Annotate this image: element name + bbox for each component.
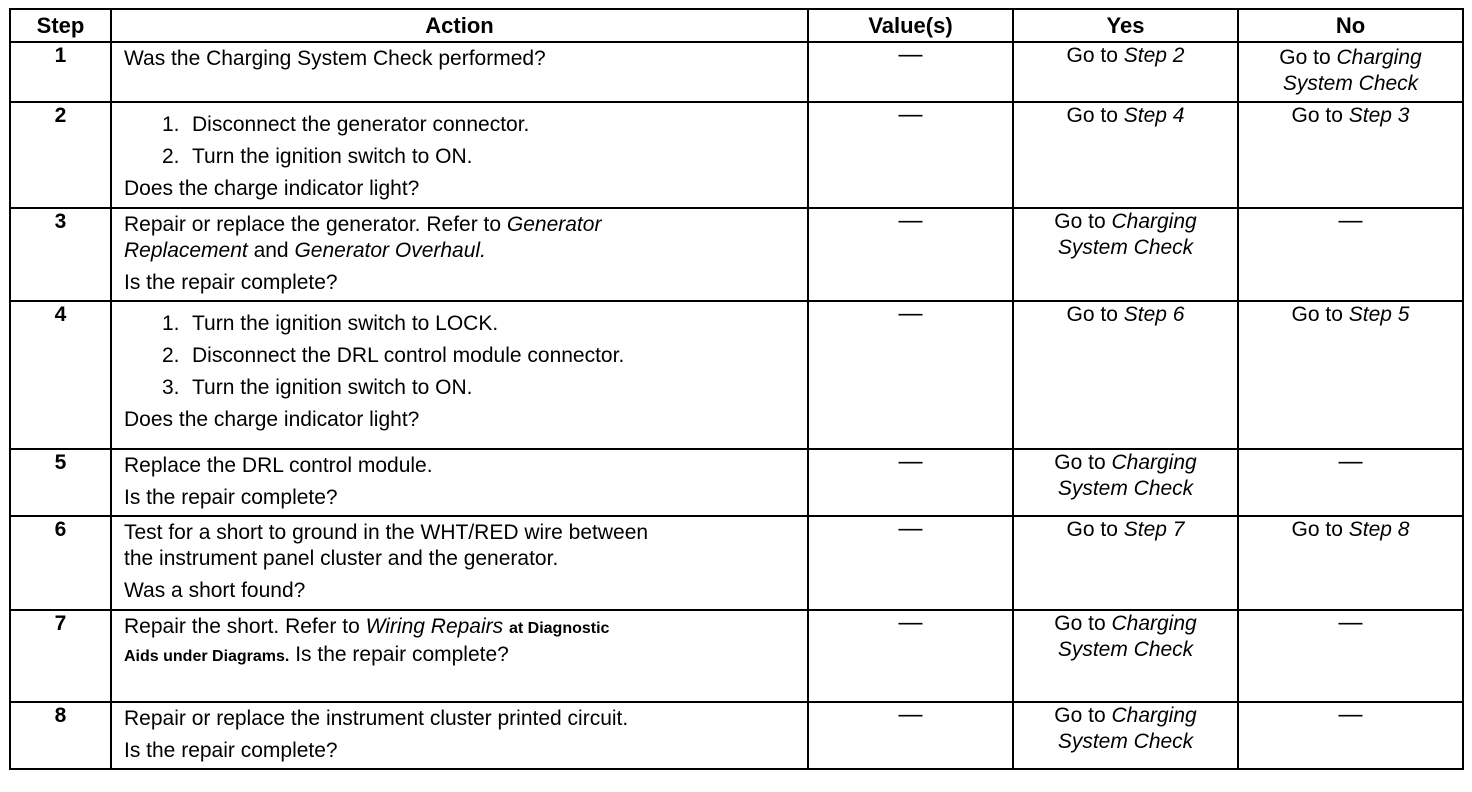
yes-goto[interactable]: Go to Step 6 <box>1066 303 1185 326</box>
no-cell <box>1238 301 1463 449</box>
step-number: 7 <box>10 610 111 702</box>
yes-goto[interactable]: Go to Step 7 <box>1066 518 1185 541</box>
no-goto-line2[interactable]: System Check <box>1282 72 1419 95</box>
value-dash: — <box>898 300 923 327</box>
no-cell <box>1238 610 1463 702</box>
action-cell <box>111 42 808 102</box>
value-dash: — <box>898 448 923 475</box>
action-question: Is the repair complete? <box>124 739 338 762</box>
header-step: Step <box>10 9 111 42</box>
step-number: 5 <box>10 449 111 516</box>
value-cell <box>808 449 1013 516</box>
no-dash: — <box>1338 701 1363 728</box>
action-text: Was the Charging System Check performed? <box>124 47 546 70</box>
action-question: Is the repair complete? <box>124 486 338 509</box>
action-text: Replacement and Generator Overhaul. <box>124 239 486 262</box>
no-cell <box>1238 516 1463 610</box>
action-question: Does the charge indicator light? <box>124 177 420 200</box>
value-cell <box>808 301 1013 449</box>
step-number: 3 <box>10 208 111 301</box>
value-dash: — <box>898 41 923 68</box>
action-text: the instrument panel cluster and the generator. <box>124 547 559 570</box>
table-row <box>10 516 1463 610</box>
yes-goto[interactable]: Go to Charging <box>1054 612 1197 635</box>
no-cell <box>1238 42 1463 102</box>
step-number: 6 <box>10 516 111 610</box>
action-question: Is the repair complete? <box>124 271 338 294</box>
table-row <box>10 42 1463 102</box>
action-cell <box>111 208 808 301</box>
yes-cell <box>1013 516 1238 610</box>
yes-goto[interactable]: Go to Charging <box>1054 210 1197 233</box>
no-goto[interactable]: Go to Step 3 <box>1291 104 1410 127</box>
table-row <box>10 702 1463 769</box>
value-cell <box>808 702 1013 769</box>
yes-cell <box>1013 702 1238 769</box>
value-dash: — <box>898 207 923 234</box>
value-cell <box>808 208 1013 301</box>
action-cell <box>111 610 808 702</box>
action-text: Repair or replace the instrument cluster printed circuit. <box>124 707 629 730</box>
header-no: No <box>1238 9 1463 42</box>
action-question: Was a short found? <box>124 579 306 602</box>
yes-cell <box>1013 610 1238 702</box>
value-dash: — <box>898 515 923 542</box>
yes-goto-line2[interactable]: System Check <box>1057 730 1194 753</box>
action-cell <box>111 102 808 208</box>
step-number: 8 <box>10 702 111 769</box>
value-cell <box>808 42 1013 102</box>
step-number: 1 <box>10 42 111 102</box>
step-number: 4 <box>10 301 111 449</box>
header-yes: Yes <box>1013 9 1238 42</box>
action-question: Does the charge indicator light? <box>124 408 420 431</box>
yes-cell <box>1013 208 1238 301</box>
action-cell <box>111 449 808 516</box>
value-dash: — <box>898 101 923 128</box>
action-item: 1. Disconnect the generator connector. <box>162 113 530 136</box>
action-item: 2. Disconnect the DRL control module connector. <box>162 344 625 367</box>
header-action: Action <box>111 9 808 42</box>
table-row <box>10 301 1463 449</box>
no-dash: — <box>1338 207 1363 234</box>
table-row <box>10 449 1463 516</box>
action-item: 1. Turn the ignition switch to LOCK. <box>162 312 499 335</box>
action-item: 3. Turn the ignition switch to ON. <box>162 376 473 399</box>
table-row <box>10 102 1463 208</box>
no-dash: — <box>1338 609 1363 636</box>
yes-cell <box>1013 102 1238 208</box>
yes-goto[interactable]: Go to Charging <box>1054 451 1197 474</box>
value-cell <box>808 516 1013 610</box>
value-dash: — <box>898 701 923 728</box>
step-number: 2 <box>10 102 111 208</box>
value-cell <box>808 610 1013 702</box>
no-goto[interactable]: Go to Step 5 <box>1291 303 1410 326</box>
action-cell <box>111 301 808 449</box>
action-text: Repair the short. Refer to Wiring Repairs at Diagnostic <box>124 615 610 638</box>
header-row <box>10 9 1463 42</box>
action-text: Repair or replace the generator. Refer to Generator <box>124 213 602 236</box>
yes-cell <box>1013 449 1238 516</box>
no-goto[interactable]: Go to Step 8 <box>1291 518 1410 541</box>
yes-goto-line2[interactable]: System Check <box>1057 477 1194 500</box>
diagnostic-table <box>9 8 1464 770</box>
table-row <box>10 610 1463 702</box>
action-text: Replace the DRL control module. <box>124 454 433 477</box>
header-values: Value(s) <box>808 9 1013 42</box>
no-cell <box>1238 449 1463 516</box>
yes-goto-line2[interactable]: System Check <box>1057 638 1194 661</box>
yes-cell <box>1013 301 1238 449</box>
action-item: 2. Turn the ignition switch to ON. <box>162 145 473 168</box>
action-text: Test for a short to ground in the WHT/RED wire between <box>124 521 649 544</box>
table-row <box>10 208 1463 301</box>
no-dash: — <box>1338 448 1363 475</box>
yes-goto[interactable]: Go to Charging <box>1054 704 1197 727</box>
action-cell <box>111 516 808 610</box>
no-cell <box>1238 102 1463 208</box>
yes-cell <box>1013 42 1238 102</box>
action-cell <box>111 702 808 769</box>
yes-goto[interactable]: Go to Step 4 <box>1066 104 1185 127</box>
value-dash: — <box>898 609 923 636</box>
yes-goto-line2[interactable]: System Check <box>1057 236 1194 259</box>
yes-goto[interactable]: Go to Step 2 <box>1066 44 1185 67</box>
no-cell <box>1238 702 1463 769</box>
no-cell <box>1238 208 1463 301</box>
no-goto[interactable]: Go to Charging <box>1279 46 1422 69</box>
action-text: Aids under Diagrams. Is the repair complete? <box>124 643 509 666</box>
value-cell <box>808 102 1013 208</box>
